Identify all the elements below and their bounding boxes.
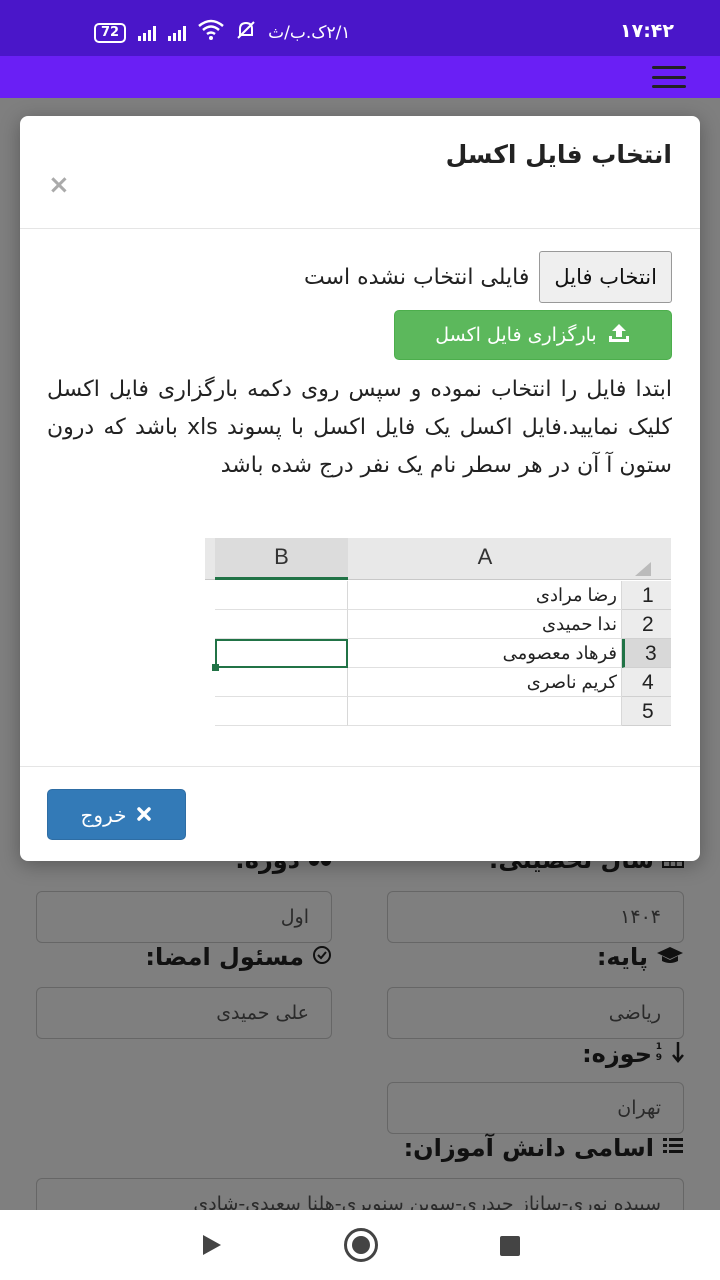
modal-footer-divider: [20, 766, 700, 767]
file-picker: [304, 251, 672, 303]
cell-b1: [215, 581, 348, 610]
signal-icon-2: [168, 25, 186, 41]
column-b-label: B: [274, 544, 289, 569]
instruction-text: ابتدا فایل را انتخاب نموده و سپس روی دکمه بارگزاری فایل اکسل کلیک نمایید.فایل اکسل یک فایل اکسل با پسوند xls باشد که درون ستون آ آن در هر سطر نام یک نفر درج شده باشد: [47, 377, 672, 478]
row-number: 1: [622, 581, 671, 610]
cell-a5: [348, 697, 622, 726]
modal-header: [20, 116, 700, 229]
cell-b2: [215, 610, 348, 639]
recent-apps-icon[interactable]: [500, 1236, 520, 1256]
file-status-text: فایلی انتخاب نشده است: [303, 264, 530, 290]
excel-file-modal: [20, 116, 700, 861]
modal-title: انتخاب فایل اکسل: [445, 140, 672, 169]
cell-a1: رضا مرادی: [348, 581, 622, 610]
row-number: 2: [622, 610, 671, 639]
row-number: 5: [622, 697, 671, 726]
cell-b3-selected: [215, 639, 348, 668]
sample-spreadsheet: [205, 538, 671, 724]
status-icons: [94, 20, 350, 45]
network-speed: ۲/۱ک.ب/ث: [268, 22, 351, 43]
upload-icon: [607, 322, 631, 349]
upload-excel-button[interactable]: [394, 310, 672, 360]
close-icon[interactable]: ×: [48, 170, 70, 200]
wifi-icon: [198, 20, 224, 45]
row-number: 3: [622, 639, 671, 668]
clock: ۱۷:۴۲: [620, 20, 674, 42]
cell-a4: کریم ناصری: [348, 668, 622, 697]
battery-icon: 72: [94, 23, 126, 43]
upload-excel-label: بارگزاری فایل اکسل: [435, 324, 597, 346]
back-icon[interactable]: [203, 1235, 221, 1255]
choose-file-button[interactable]: انتخاب فایل: [539, 251, 672, 303]
cell-b5: [215, 697, 348, 726]
exit-button[interactable]: [47, 789, 186, 840]
cell-b4: [215, 668, 348, 697]
menu-icon[interactable]: [652, 66, 686, 88]
exit-button-label: خروج: [80, 802, 127, 827]
home-icon[interactable]: [344, 1228, 378, 1262]
app-bar: [0, 56, 720, 98]
select-all-corner-icon: [635, 562, 651, 576]
row-number: 4: [622, 668, 671, 697]
cell-a3: فرهاد معصومی: [348, 639, 622, 668]
signal-icon: [138, 25, 156, 41]
cell-a2: ندا حمیدی: [348, 610, 622, 639]
mute-bell-icon: [236, 20, 256, 45]
system-nav-bar: [0, 1210, 720, 1280]
close-icon: [136, 803, 152, 827]
status-bar: [0, 0, 720, 56]
column-a-label: A: [477, 544, 493, 569]
